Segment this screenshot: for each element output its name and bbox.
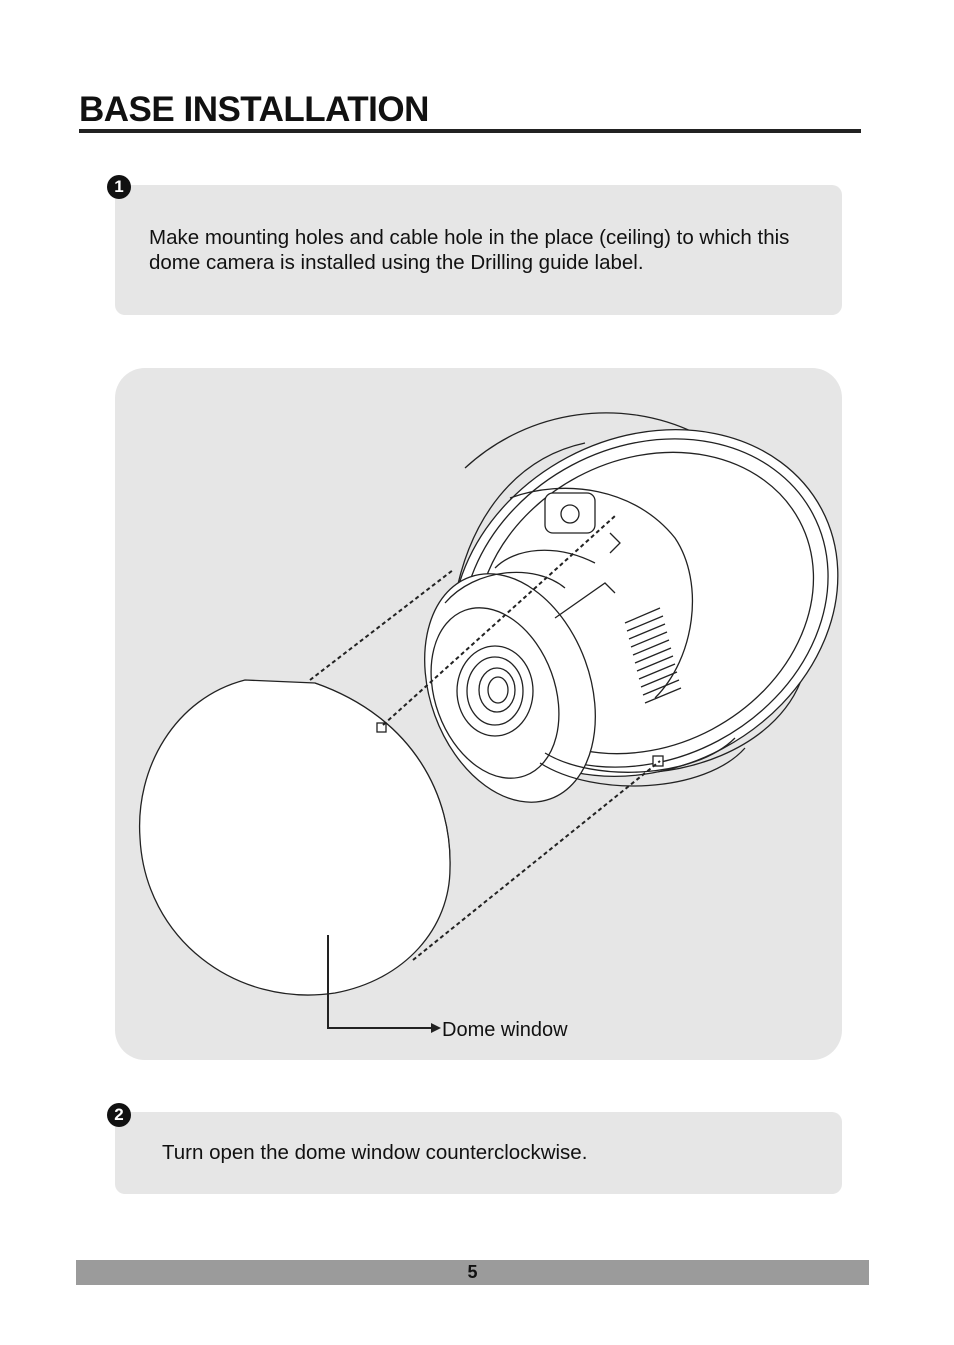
step-2-number-badge: 2 <box>107 1103 131 1127</box>
footer-bar <box>76 1260 869 1285</box>
dome-camera-drawing <box>115 368 842 1060</box>
dome-camera-illustration <box>115 368 842 1060</box>
step-2-text: Turn open the dome window counterclockwise. <box>162 1141 588 1164</box>
page-number: 5 <box>467 1262 478 1282</box>
step-1-number-badge: 1 <box>107 175 131 199</box>
dome-window-callout: Dome window <box>442 1019 568 1041</box>
callout-arrowhead <box>431 1023 441 1033</box>
page-title: BASE INSTALLATION <box>79 90 429 129</box>
dome-window-shape <box>140 680 450 995</box>
title-underline <box>79 129 861 133</box>
lens-ring-outer <box>457 646 533 736</box>
step-1-text: Make mounting holes and cable hole in the place (ceiling) to which this dome camera is installed using the Drilling guide label. <box>149 226 790 274</box>
